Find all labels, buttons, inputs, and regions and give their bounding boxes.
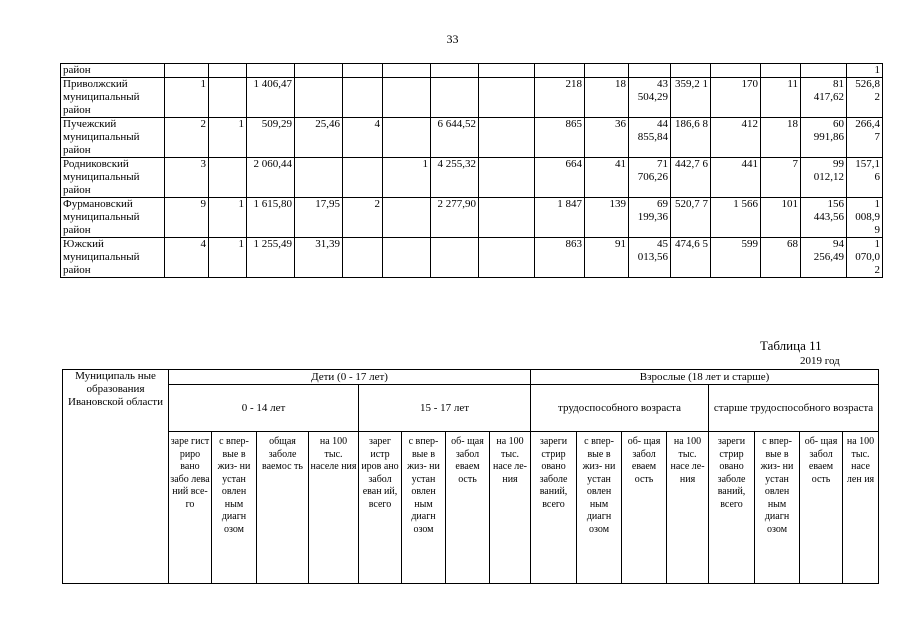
data-cell: 25,46 xyxy=(295,118,343,158)
data-cell: 1 008,9 9 xyxy=(847,198,883,238)
adults-header: Взрослые (18 лет и старше) xyxy=(531,370,879,385)
data-cell xyxy=(711,64,761,78)
data-cell: 412 xyxy=(711,118,761,158)
data-cell: 1 566 xyxy=(711,198,761,238)
data-cell: 1 255,49 xyxy=(247,238,295,278)
data-cell: 1 xyxy=(209,118,247,158)
data-cell: 94 256,49 xyxy=(801,238,847,278)
data-cell: 2 xyxy=(165,118,209,158)
data-cell: 18 xyxy=(761,118,801,158)
data-cell xyxy=(247,64,295,78)
column-header: об- щая забол еваем ость xyxy=(446,432,490,584)
data-cell: 2 277,90 xyxy=(431,198,479,238)
data-cell: 218 xyxy=(535,78,585,118)
morbidity-header-table xyxy=(62,369,879,584)
column-header: общая заболе ваемос ть xyxy=(257,432,309,584)
data-cell: 81 417,62 xyxy=(801,78,847,118)
column-header: зареги стрир овано заболе ваний, всего xyxy=(531,432,577,584)
data-cell: 186,6 8 xyxy=(671,118,711,158)
data-cell: 1 847 xyxy=(535,198,585,238)
data-cell xyxy=(801,64,847,78)
column-header: на 100 тыс. насе лен ия xyxy=(843,432,879,584)
page-number: 33 xyxy=(446,32,459,46)
data-cell: 45 013,56 xyxy=(629,238,671,278)
column-header: зарег истр иров ано забол еван ий, всего xyxy=(359,432,402,584)
table-row xyxy=(61,198,883,238)
data-cell: 4 255,32 xyxy=(431,158,479,198)
data-cell: 2 060,44 xyxy=(247,158,295,198)
district-name-cell: Южский муниципальный район xyxy=(61,238,165,278)
column-header: об- щая забол еваем ость xyxy=(800,432,843,584)
data-cell xyxy=(535,64,585,78)
data-cell: 11 xyxy=(761,78,801,118)
column-header: об- щая забол еваем ость xyxy=(622,432,667,584)
data-cell xyxy=(209,78,247,118)
data-cell: 91 xyxy=(585,238,629,278)
data-cell: 41 xyxy=(585,158,629,198)
data-cell: 3 xyxy=(165,158,209,198)
data-cell xyxy=(479,78,535,118)
data-cell: 599 xyxy=(711,238,761,278)
data-cell: 4 xyxy=(343,118,383,158)
data-cell: 69 199,36 xyxy=(629,198,671,238)
column-header: с впер- вые в жиз- ни устан овлен ным диагн озом xyxy=(212,432,257,584)
district-name-cell: Фурмановский муниципальный район xyxy=(61,198,165,238)
data-cell: 1 406,47 xyxy=(247,78,295,118)
column-header: с впер- вые в жиз- ни устан овлен ным диагн озом xyxy=(755,432,800,584)
data-cell xyxy=(295,78,343,118)
data-cell xyxy=(431,64,479,78)
data-cell xyxy=(479,238,535,278)
data-cell: 71 706,26 xyxy=(629,158,671,198)
data-cell xyxy=(383,198,431,238)
data-cell xyxy=(165,64,209,78)
data-cell: 664 xyxy=(535,158,585,198)
data-cell: 359,2 1 xyxy=(671,78,711,118)
older-working-age-header: старше трудоспособного возраста xyxy=(709,385,879,432)
data-cell: 101 xyxy=(761,198,801,238)
column-header: с впер- вые в жиз- ни устан овлен ным диагн озом xyxy=(402,432,446,584)
data-cell: 1 070,0 2 xyxy=(847,238,883,278)
table-row xyxy=(61,78,883,118)
data-cell xyxy=(383,78,431,118)
data-cell: 156 443,56 xyxy=(801,198,847,238)
age-0-14-header: 0 - 14 лет xyxy=(169,385,359,432)
table-row xyxy=(61,158,883,198)
data-cell xyxy=(671,64,711,78)
data-cell: 44 855,84 xyxy=(629,118,671,158)
data-cell xyxy=(343,158,383,198)
data-cell: 1 xyxy=(383,158,431,198)
data-cell: 520,7 7 xyxy=(671,198,711,238)
data-cell: 4 xyxy=(165,238,209,278)
data-cell xyxy=(479,118,535,158)
data-cell xyxy=(585,64,629,78)
data-cell: 1 xyxy=(165,78,209,118)
data-cell: 157,1 6 xyxy=(847,158,883,198)
data-cell: 1 xyxy=(209,198,247,238)
district-statistics-table xyxy=(60,63,883,278)
table-row xyxy=(61,238,883,278)
data-cell xyxy=(209,158,247,198)
data-cell xyxy=(295,158,343,198)
district-name-cell: Родниковский муниципальный район xyxy=(61,158,165,198)
data-cell: 7 xyxy=(761,158,801,198)
data-cell xyxy=(295,64,343,78)
data-cell xyxy=(383,64,431,78)
data-cell: 509,29 xyxy=(247,118,295,158)
data-cell: 266,4 7 xyxy=(847,118,883,158)
data-cell: 68 xyxy=(761,238,801,278)
data-cell: 6 644,52 xyxy=(431,118,479,158)
data-cell xyxy=(629,64,671,78)
column-header: с впер- вые в жиз- ни устан овлен ным диагн озом xyxy=(577,432,622,584)
children-header: Дети (0 - 17 лет) xyxy=(169,370,531,385)
data-cell: 43 504,29 xyxy=(629,78,671,118)
data-cell: 863 xyxy=(535,238,585,278)
data-cell xyxy=(479,158,535,198)
data-cell: 526,8 2 xyxy=(847,78,883,118)
column-header: на 100 тыс. насе ле- ния xyxy=(490,432,531,584)
data-cell: 60 991,86 xyxy=(801,118,847,158)
data-cell: 36 xyxy=(585,118,629,158)
table-row xyxy=(61,118,883,158)
district-name-cell: район xyxy=(61,64,165,78)
municipality-header: Муниципаль ные образования Ивановской области xyxy=(63,370,169,584)
district-name-cell: Приволжский муниципальный район xyxy=(61,78,165,118)
data-cell: 31,39 xyxy=(295,238,343,278)
data-cell xyxy=(343,78,383,118)
data-cell xyxy=(431,238,479,278)
data-cell: 139 xyxy=(585,198,629,238)
data-cell: 18 xyxy=(585,78,629,118)
data-cell xyxy=(343,64,383,78)
data-cell: 170 xyxy=(711,78,761,118)
data-cell xyxy=(761,64,801,78)
table-year: 2019 год xyxy=(800,355,840,367)
data-cell xyxy=(479,198,535,238)
column-header: заре гист риро вано забо лева ний все- го xyxy=(169,432,212,584)
column-header: на 100 тыс. населе ния xyxy=(309,432,359,584)
data-cell: 2 xyxy=(343,198,383,238)
data-cell: 17,95 xyxy=(295,198,343,238)
data-cell xyxy=(343,238,383,278)
column-header: на 100 тыс. насе ле- ния xyxy=(667,432,709,584)
data-cell xyxy=(209,64,247,78)
data-cell: 441 xyxy=(711,158,761,198)
data-cell: 474,6 5 xyxy=(671,238,711,278)
working-age-header: трудоспособного возраста xyxy=(531,385,709,432)
data-cell xyxy=(383,118,431,158)
data-cell xyxy=(431,78,479,118)
data-cell: 1 xyxy=(209,238,247,278)
data-cell xyxy=(479,64,535,78)
age-15-17-header: 15 - 17 лет xyxy=(359,385,531,432)
data-cell: 99 012,12 xyxy=(801,158,847,198)
data-cell: 442,7 6 xyxy=(671,158,711,198)
data-cell: 865 xyxy=(535,118,585,158)
table-caption: Таблица 11 xyxy=(760,338,822,353)
data-cell: 1 xyxy=(847,64,883,78)
data-cell: 1 615,80 xyxy=(247,198,295,238)
column-header: зареги стрир овано заболе ваний, всего xyxy=(709,432,755,584)
data-cell: 9 xyxy=(165,198,209,238)
data-cell xyxy=(383,238,431,278)
district-name-cell: Пучежский муниципальный район xyxy=(61,118,165,158)
